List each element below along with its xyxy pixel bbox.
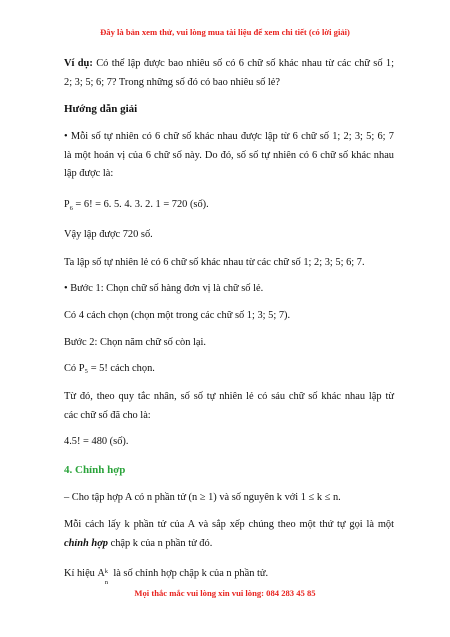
example-paragraph	[64, 55, 394, 92]
formula-result: = 6! = 6. 5. 4. 3. 2. 1 = 720 (số).	[72, 199, 209, 210]
guide-p8-line-1: Từ đó, theo quy tắc nhân, số số tự nhiên lẻ có sáu chữ số khác nhau lập từ	[64, 391, 394, 402]
notation-subscript: n	[104, 578, 108, 586]
example-text-line-2: 2; 3; 5; 6; 7? Trong những số đó có bao nhiêu số lẻ?	[64, 76, 281, 88]
example-text-line-1: Có thể lập được bao nhiêu số có 6 chữ số khác nhau từ các chữ số 1;	[96, 58, 394, 69]
contact-banner-bottom: Mọi thắc mắc vui lòng xin vui lòng: 084 283 45 85	[134, 588, 316, 598]
preview-banner-top: Đây là bản xem thử, vui lòng mua tài liệu để xem chi tiết (có lời giải)	[100, 27, 350, 37]
guide-p1-line-1: • Mỗi số tự nhiên có 6 chữ số khác nhau được lập từ 6 chữ số 1; 2; 3; 5; 6; 7	[64, 131, 394, 142]
section-p2-rest: chập k của n phần tử đó.	[107, 537, 213, 549]
section-p2-line-1: Mỗi cách lấy k phần tử của A và sắp xếp chúng theo một thứ tự gọi là một	[64, 519, 394, 530]
guide-step-2: Bước 2: Chọn năm chữ số còn lại.	[64, 337, 207, 348]
notation-superscript: k	[104, 567, 108, 575]
guide-step-1-detail: Có 4 cách chọn (chọn một trong các chữ số 1; 3; 5; 7).	[64, 310, 291, 321]
guide-step-1: • Bước 1: Chọn chữ số hàng đơn vị là chữ số lẻ.	[64, 283, 264, 294]
permutation-formula	[64, 196, 394, 219]
guide-p1-line-2: là một hoán vị của 6 chữ số này. Do đó, số số tự nhiên có 6 chữ số khác nhau	[64, 149, 394, 161]
notation-a-symbol: A	[97, 568, 105, 579]
guide-step-2-detail: Có P₅ = 5! cách chọn.	[64, 363, 155, 374]
guide-paragraph-3: Ta lập số tự nhiên lẻ có 6 chữ số khác nhau từ các chữ số 1; 2; 3; 5; 6; 7.	[64, 257, 365, 268]
notation-indices	[104, 567, 111, 586]
guide-p8-line-2: các chữ số đã cho là:	[64, 409, 151, 421]
term-chinh-hop: chỉnh hợp	[64, 537, 108, 549]
guide-paragraph-2: Vậy lập được 720 số.	[64, 229, 153, 240]
formula-p-subscript: 6	[69, 205, 73, 212]
guide-paragraph-1	[64, 128, 394, 184]
notation-prefix: Kí hiệu	[64, 568, 98, 579]
section-heading: 4. Chỉnh hợp	[64, 464, 126, 476]
section-paragraph-3	[64, 565, 394, 584]
guide-paragraph-8	[64, 388, 394, 425]
formula-p-symbol: P	[64, 199, 70, 210]
guide-p1-line-3: lập được là:	[64, 168, 114, 179]
section-paragraph-2	[64, 516, 394, 553]
guide-heading: Hướng dẫn giải	[64, 103, 138, 115]
example-label: Ví dụ:	[64, 58, 93, 69]
guide-final-result: 4.5! = 480 (số).	[64, 436, 129, 447]
section-paragraph-1: – Cho tập hợp A có n phần tử (n ≥ 1) và số nguyên k với 1 ≤ k ≤ n.	[64, 492, 341, 503]
notation-suffix: là số chỉnh hợp chập k của n phần tử.	[110, 568, 269, 579]
